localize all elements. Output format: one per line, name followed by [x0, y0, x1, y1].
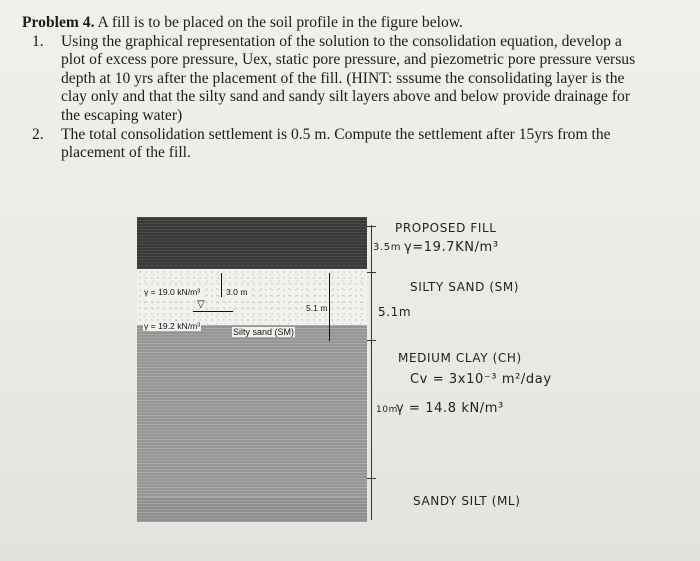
medium-clay-note: MEDIUM CLAY (CH) [398, 351, 522, 365]
annotation-depth-line [371, 225, 372, 520]
tick-mark [367, 340, 376, 341]
layer-name-label: Silty sand (SM) [233, 327, 295, 337]
clay-layer [137, 325, 367, 497]
problem-intro: A fill is to be placed on the soil profile in the figure below. [97, 14, 463, 31]
depth-sand-label: 5.1 m [306, 303, 328, 313]
question-list [22, 33, 692, 163]
thickness-top-label: 3.0 m [226, 287, 248, 297]
question-line: the escaping water) [61, 106, 183, 124]
silty-sand-note: SILTY SAND (SM) [410, 280, 520, 294]
problem-heading: Problem 4. [22, 14, 95, 31]
proposed-fill-note: PROPOSED FILL [395, 221, 497, 235]
problem-text [22, 14, 692, 163]
clay-gamma-note: γ = 14.8 kN/m³ [396, 401, 504, 416]
water-table-line [193, 311, 233, 312]
fill-layer [137, 217, 367, 269]
question-number: 2. [32, 125, 44, 143]
question-line: depth at 10 yrs after the placement of the fill. (HINT: sssume the consolidating layer is the [61, 69, 625, 87]
question-line: clay only and that the silty sand and sandy silt layers above and below provide drainage for [61, 88, 631, 106]
tick-mark [367, 272, 376, 273]
water-table-icon: ▽ [197, 299, 205, 310]
question-line: placement of the fill. [61, 144, 191, 162]
sandy-silt-note: SANDY SILT (ML) [413, 494, 521, 508]
problem-statement [22, 14, 692, 33]
question-line: The total consolidation settlement is 0.5 m. Compute the settlement after 15yrs from the [61, 125, 611, 143]
cv-note: Cv = 3x10⁻³ m²/day [410, 372, 552, 387]
question-line: Using the graphical representation of the solution to the consolidation equation, develop a [61, 32, 622, 50]
dimension-line [329, 273, 330, 341]
silty-sand-layer [137, 269, 367, 325]
sandy-silt-layer [137, 497, 367, 522]
fill-gamma-note: γ=19.7KN/m³ [404, 240, 499, 255]
gamma-bottom-label: γ = 19.2 kN/m³ [144, 321, 201, 331]
clay-thickness-note: 10m [376, 405, 399, 415]
question-line: plot of excess pore pressure, Uex, static pore pressure, and piezometric pore pressure versus [61, 51, 636, 69]
fill-thickness-note: 3.5m [373, 242, 402, 253]
sand-thickness-note: 5.1m [378, 305, 412, 319]
question-number: 1. [32, 32, 44, 50]
soil-profile-figure [137, 217, 367, 522]
tick-mark [367, 478, 376, 479]
tick-mark [367, 226, 376, 227]
question-2 [22, 126, 692, 163]
gamma-top-label: γ = 19.0 kN/m³ [144, 287, 201, 297]
question-1 [22, 33, 692, 126]
dimension-line [221, 273, 222, 297]
